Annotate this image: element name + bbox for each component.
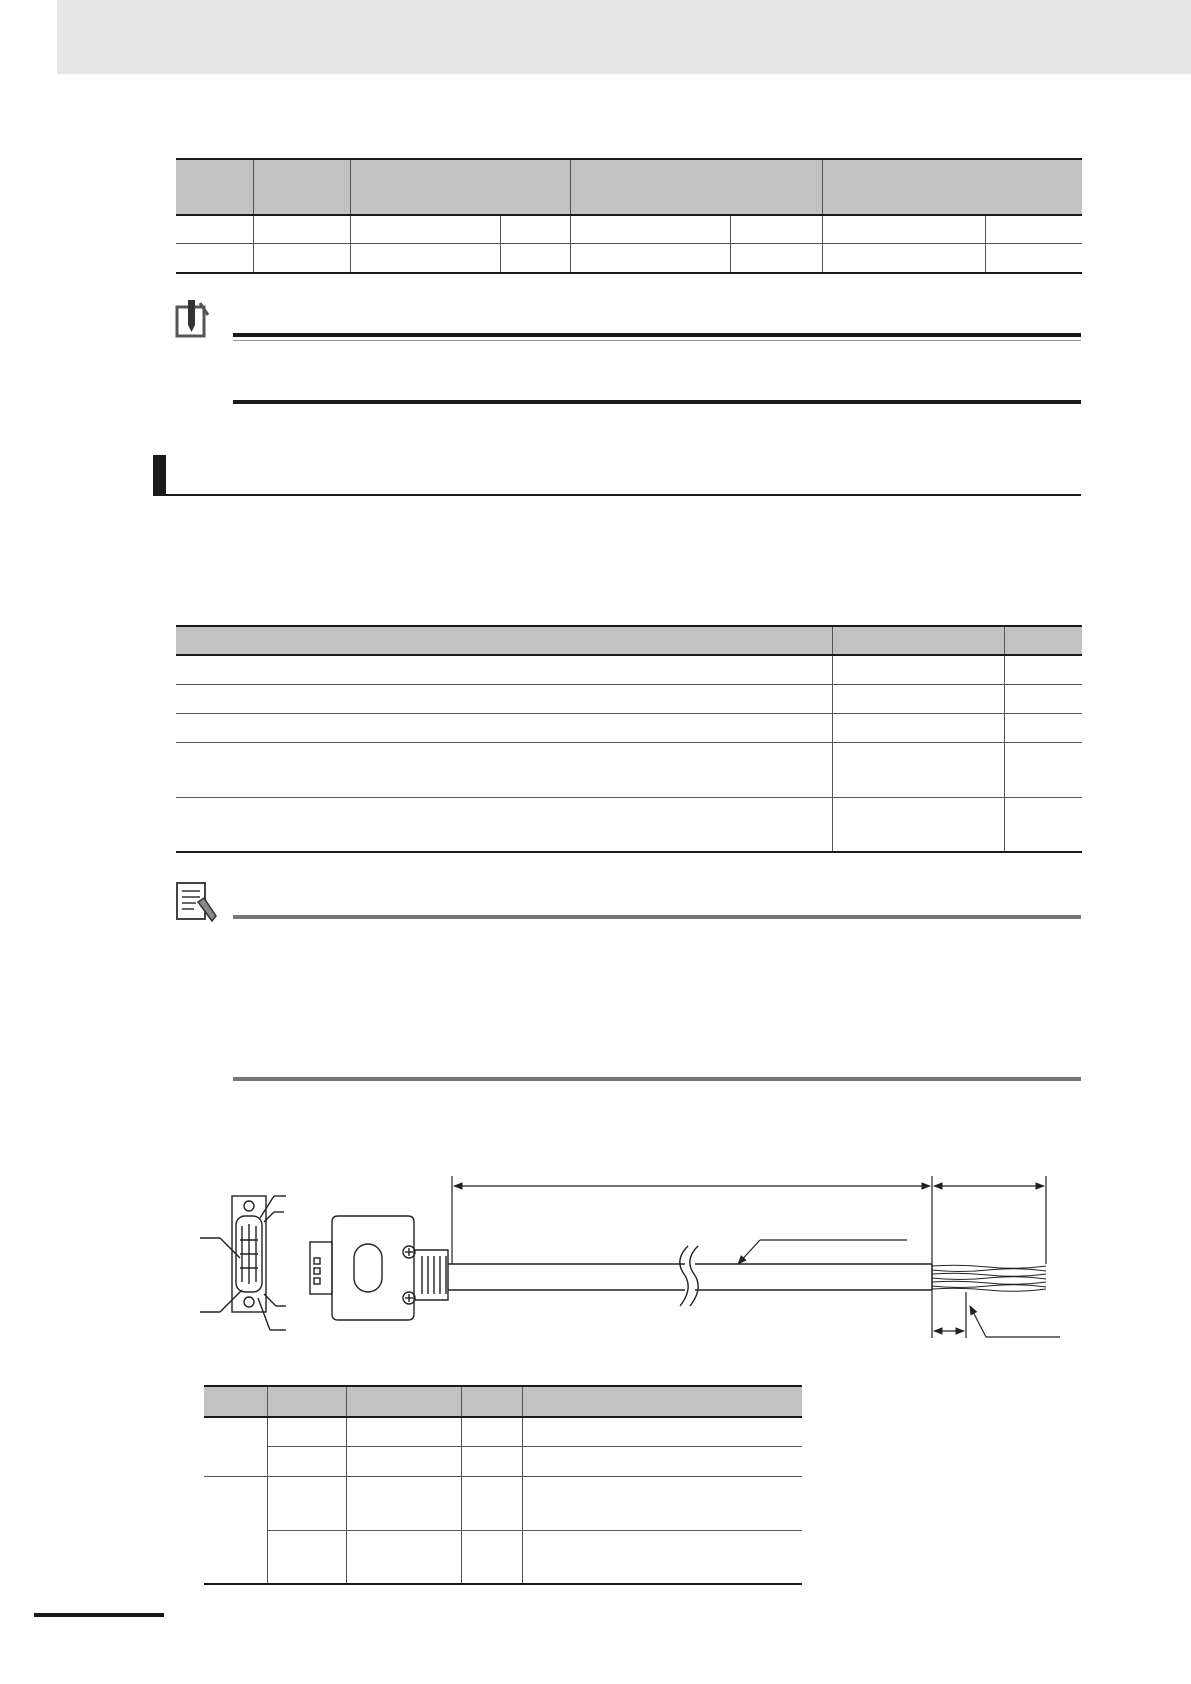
table-cell — [350, 215, 500, 243]
dimension-lines — [452, 1176, 1046, 1338]
cable-connector-diagram — [190, 1160, 1090, 1360]
table-cell — [570, 215, 730, 243]
table-row — [176, 713, 1082, 742]
table-header-cell — [822, 159, 1082, 215]
table-cell — [253, 215, 350, 243]
table-cell — [1004, 797, 1082, 852]
precaution-rule-thin — [233, 340, 1081, 341]
table-row — [176, 742, 1082, 797]
table-cell — [985, 243, 1082, 273]
table-row — [204, 1476, 802, 1530]
info-text — [233, 928, 1081, 1068]
table-cell — [346, 1476, 461, 1530]
table-row — [176, 797, 1082, 852]
precaution-pencil-icon — [174, 297, 214, 341]
table-cell — [522, 1417, 802, 1446]
table-header-cell — [176, 626, 832, 655]
table-cell — [176, 713, 832, 742]
connector-front-view — [200, 1196, 286, 1330]
table-cell — [985, 215, 1082, 243]
table-header-cell — [570, 159, 822, 215]
footer-rule — [34, 1613, 164, 1617]
table-cell — [176, 684, 832, 713]
table-cell — [730, 243, 822, 273]
page-header-band — [57, 0, 1191, 74]
table-row — [176, 655, 1082, 684]
table-cell — [832, 655, 1004, 684]
table-cell — [832, 797, 1004, 852]
section-heading-marker — [153, 455, 166, 496]
table-header-cell — [522, 1386, 802, 1417]
info-rule-bottom — [233, 1077, 1081, 1081]
table-cell — [346, 1417, 461, 1446]
table-header-cell — [832, 626, 1004, 655]
table-row — [204, 1417, 802, 1446]
table-cell — [253, 243, 350, 273]
table-cell — [1004, 684, 1082, 713]
table-cell — [267, 1476, 346, 1530]
cable-body — [448, 1246, 932, 1306]
precaution-rule-top — [233, 333, 1081, 337]
table-cell — [500, 215, 570, 243]
precaution-rule-bottom — [233, 400, 1081, 404]
table-cell — [346, 1530, 461, 1584]
table-header-cell — [461, 1386, 522, 1417]
table-row — [176, 684, 1082, 713]
table-cell — [461, 1446, 522, 1476]
table-cell — [176, 742, 832, 797]
table-row — [176, 243, 1082, 273]
table-cell — [204, 1417, 267, 1476]
table-cell — [461, 1417, 522, 1446]
table-row — [176, 215, 1082, 243]
table-header-row — [176, 159, 1082, 215]
table-header-cell — [346, 1386, 461, 1417]
table-header-row — [176, 626, 1082, 655]
table-cell — [176, 655, 832, 684]
info-rule-top — [233, 915, 1081, 919]
stripped-wires — [932, 1265, 1046, 1291]
table-cell — [176, 797, 832, 852]
table-cell — [176, 215, 253, 243]
table-cell — [730, 215, 822, 243]
table-cell — [204, 1476, 267, 1584]
table-header-cell — [253, 159, 350, 215]
table-cell — [522, 1446, 802, 1476]
table-cell — [461, 1476, 522, 1530]
table-header-cell — [176, 159, 253, 215]
table-cell — [176, 243, 253, 273]
table-header-cell — [267, 1386, 346, 1417]
leader-lines — [738, 1240, 1060, 1337]
table-cell — [461, 1530, 522, 1584]
notepad-icon — [174, 880, 220, 924]
table-header-cell — [204, 1386, 267, 1417]
table-cell — [822, 243, 985, 273]
table-cell — [500, 243, 570, 273]
table-cell — [1004, 742, 1082, 797]
wiring-table — [204, 1385, 802, 1585]
table-cell — [832, 742, 1004, 797]
table-cell — [267, 1446, 346, 1476]
table-row — [204, 1446, 802, 1476]
table-cell — [822, 215, 985, 243]
table-cell — [570, 243, 730, 273]
table-header-row — [204, 1386, 802, 1417]
table-cell — [522, 1476, 802, 1530]
precaution-text — [233, 350, 1081, 400]
table-cell — [267, 1417, 346, 1446]
section-heading-rule — [153, 494, 1081, 496]
table-cell — [522, 1530, 802, 1584]
table-cell — [346, 1446, 461, 1476]
connector-side-view — [310, 1216, 448, 1320]
table-header-cell — [1004, 626, 1082, 655]
table-cell — [350, 243, 500, 273]
table-cell — [1004, 713, 1082, 742]
table-row — [204, 1530, 802, 1584]
table-cell — [832, 713, 1004, 742]
table-cell — [832, 684, 1004, 713]
spec-table-top — [176, 158, 1082, 274]
table-cell — [267, 1530, 346, 1584]
table-cell — [1004, 655, 1082, 684]
spec-table-middle — [176, 625, 1082, 853]
table-header-cell — [350, 159, 570, 215]
